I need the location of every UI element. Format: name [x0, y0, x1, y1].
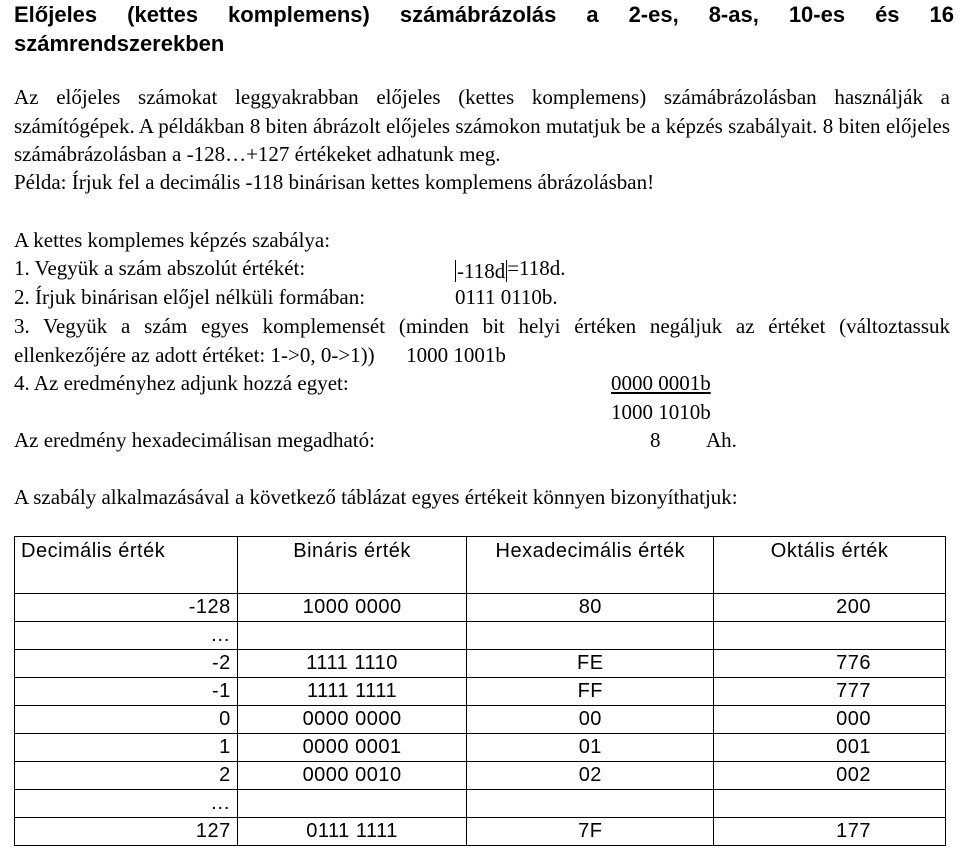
cell-decimal: 0 [15, 706, 238, 734]
cell-hex: 00 [467, 706, 714, 734]
table-header-row [15, 537, 946, 594]
example-statement: Példa: Írjuk fel a decimális -118 binárisan kettes komplemens ábrázolásban! [14, 170, 655, 194]
hex-digit-high: 8 [650, 428, 661, 452]
table-row [15, 594, 946, 622]
cell-decimal: -1 [15, 678, 238, 706]
table-row [15, 818, 946, 846]
table-row [15, 678, 946, 706]
conversion-table [14, 536, 946, 846]
cell-binary: 1111 1110 [237, 650, 467, 678]
header-octal: Oktális érték [714, 537, 946, 594]
cell-octal: 200 [714, 594, 946, 622]
rule-step-3-value: 1000 1001b [406, 342, 506, 367]
cell-binary [237, 622, 467, 650]
cell-octal [714, 790, 946, 818]
table-row [15, 790, 946, 818]
rule-step-1: 1. Vegyük a szám abszolút értékét: [14, 256, 306, 280]
cell-binary: 0000 0010 [237, 762, 467, 790]
cell-hex: FE [467, 650, 714, 678]
sum-result-value: 1000 1010b [611, 400, 711, 424]
cell-binary: 1111 1111 [237, 678, 467, 706]
cell-decimal: 1 [15, 734, 238, 762]
cell-octal [714, 622, 946, 650]
intro-paragraph: Az előjeles számokat leggyakrabban előjeles (kettes komplemens) számábrázolásban használják a számítógépek. A példákban 8 biten ábrázolt előjeles számokon mutatjuk be a képzés szabályait. 8 biten előjeles számábrázolásban a -128…+127 értékeket adhatunk meg. [14, 85, 950, 166]
cell-binary: 0000 0001 [237, 734, 467, 762]
absolute-value-result: =118d. [507, 256, 566, 280]
rule-step-2-value: 0111 0110b. [455, 285, 558, 309]
table-row [15, 706, 946, 734]
rule-step-1-value [455, 254, 566, 282]
rule-step-3-text: 3. Vegyük a szám egyes komplemensét (minden bit helyi értéken negáljuk az értéket (változtassuk ellenkezőjére az adott értéket: 1->0, 0->1)) [14, 314, 950, 367]
table-row [15, 622, 946, 650]
table-intro: A szabály alkalmazásával a következő táblázat egyes értékeit könnyen bizonyíthatjuk: [14, 485, 738, 509]
cell-octal: 177 [714, 818, 946, 846]
header-hexadecimal: Hexadecimális érték [467, 537, 714, 594]
cell-decimal: -128 [15, 594, 238, 622]
header-decimal: Decimális érték [15, 537, 238, 594]
cell-hex: 7F [467, 818, 714, 846]
cell-octal: 002 [714, 762, 946, 790]
rule-step-2: 2. Írjuk binárisan előjel nélküli formában: [14, 285, 366, 309]
page-title: Előjeles (kettes komplemens) számábrázolás a 2-es, 8-as, 10-es és 16 számrendszerekben [14, 2, 954, 56]
header-binary: Bináris érték [237, 537, 467, 594]
cell-binary: 0000 0000 [237, 706, 467, 734]
absolute-value-expression: -118d [457, 259, 506, 283]
hex-label: Az eredmény hexadecimálisan megadható: [14, 428, 375, 452]
cell-octal: 001 [714, 734, 946, 762]
cell-decimal: … [15, 790, 238, 818]
table-row [15, 734, 946, 762]
cell-hex: 01 [467, 734, 714, 762]
cell-hex: 80 [467, 594, 714, 622]
cell-binary [237, 790, 467, 818]
cell-decimal: 2 [15, 762, 238, 790]
cell-decimal: -2 [15, 650, 238, 678]
cell-decimal: … [15, 622, 238, 650]
table-row [15, 762, 946, 790]
cell-hex [467, 622, 714, 650]
cell-octal: 776 [714, 650, 946, 678]
table-row [15, 650, 946, 678]
cell-binary: 0111 1111 [237, 818, 467, 846]
cell-hex: FF [467, 678, 714, 706]
cell-octal: 777 [714, 678, 946, 706]
cell-hex [467, 790, 714, 818]
cell-octal: 000 [714, 706, 946, 734]
rule-step-4: 4. Az eredményhez adjunk hozzá egyet: [14, 371, 349, 395]
cell-binary: 1000 0000 [237, 594, 467, 622]
rule-step-4-value: 0000 0001b [611, 371, 711, 395]
rule-step-3 [14, 312, 950, 369]
cell-hex: 02 [467, 762, 714, 790]
cell-decimal: 127 [15, 818, 238, 846]
rules-heading: A kettes komplemes képzés szabálya: [14, 228, 331, 252]
hex-digit-low: Ah. [706, 428, 737, 452]
